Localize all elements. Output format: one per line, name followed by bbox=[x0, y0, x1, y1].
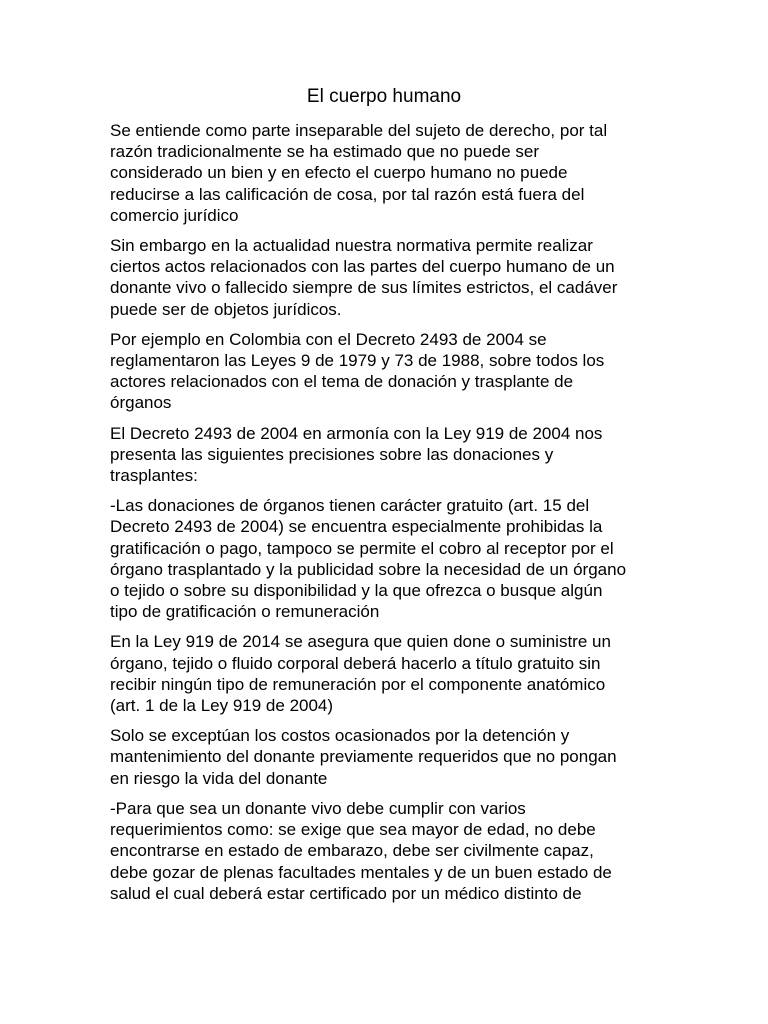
text-line: Se entiende como parte inseparable del sujeto de derecho, por tal bbox=[110, 121, 608, 140]
text-line: Solo se exceptúan los costos ocasionados por la detención y bbox=[110, 726, 570, 746]
paragraph bbox=[110, 329, 670, 414]
document-body bbox=[110, 120, 670, 913]
paragraph bbox=[110, 495, 670, 622]
text-line: órgano trasplantado y la publicidad sobre la necesidad de un órgano bbox=[110, 559, 627, 579]
text-line: debe gozar de plenas facultades mentales y de un buen estado de bbox=[110, 862, 612, 882]
paragraph bbox=[110, 423, 670, 487]
text-line: donante vivo o fallecido siempre de sus límites estrictos, el cadáver bbox=[110, 278, 618, 298]
text-line: reducirse a las calificación de cosa, por tal razón está fuera del bbox=[110, 184, 585, 204]
text-line: salud el cual deberá estar certificado por un médico distinto de bbox=[110, 883, 582, 903]
text-line: -Las donaciones de órganos tienen carácter gratuito (art. 15 del bbox=[110, 496, 590, 516]
text-line: En la Ley 919 de 2014 se asegura que quien done o suministre un bbox=[110, 632, 611, 652]
text-line: encontrarse en estado de embarazo, debe ser civilmente capaz, bbox=[110, 841, 594, 861]
text-line: presenta las siguientes precisiones sobre las donaciones y bbox=[110, 444, 554, 464]
text-line: tipo de gratificación o remuneración bbox=[110, 602, 380, 622]
text-line: Decreto 2493 de 2004) se encuentra especialmente prohibidas la bbox=[110, 517, 603, 537]
text-line: considerado un bien y en efecto el cuerpo humano no puede bbox=[110, 163, 568, 183]
text-line: puede ser de objetos jurídicos. bbox=[110, 299, 342, 319]
text-line: recibir ningún tipo de remuneración por el componente anatómico bbox=[110, 674, 606, 694]
text-line: Por ejemplo en Colombia con el Decreto 2493 de 2004 se bbox=[110, 329, 547, 349]
text-line: en riesgo la vida del donante bbox=[110, 768, 328, 788]
paragraph bbox=[110, 798, 670, 904]
text-line: actores relacionados con el tema de donación y trasplante de bbox=[110, 372, 574, 392]
text-line: -Para que sea un donante vivo debe cumplir con varios bbox=[110, 798, 526, 818]
text-line: gratificación o pago, tampoco se permite el cobro al receptor por el bbox=[110, 538, 614, 558]
paragraph bbox=[110, 120, 670, 226]
paragraph bbox=[110, 235, 670, 320]
text-line: reglamentaron las Leyes 9 de 1979 y 73 de 1988, sobre todos los bbox=[110, 351, 605, 371]
document-title: El cuerpo humano bbox=[306, 86, 462, 107]
text-line: razón tradicionalmente se ha estimado que no puede ser bbox=[110, 142, 540, 162]
paragraph bbox=[110, 725, 670, 789]
text-line: o tejido o sobre su disponibilidad y la que ofrezca o busque algún bbox=[110, 581, 603, 601]
text-line: trasplantes: bbox=[110, 466, 198, 486]
paragraph bbox=[110, 631, 670, 716]
text-line: requerimientos como: se exige que sea mayor de edad, no debe bbox=[110, 820, 596, 840]
text-line: El Decreto 2493 de 2004 en armonía con la Ley 919 de 2004 nos bbox=[110, 423, 603, 443]
text-line: órgano, tejido o fluido corporal deberá hacerlo a título gratuito sin bbox=[110, 653, 601, 673]
text-line: (art. 1 de la Ley 919 de 2004) bbox=[110, 696, 334, 716]
text-line: mantenimiento del donante previamente requeridos que no pongan bbox=[110, 747, 617, 767]
text-line: comercio jurídico bbox=[110, 205, 239, 225]
text-line: Sin embargo en la actualidad nuestra normativa permite realizar bbox=[110, 236, 593, 256]
text-line: ciertos actos relacionados con las partes del cuerpo humano de un bbox=[110, 257, 615, 277]
text-line: órganos bbox=[110, 393, 172, 413]
